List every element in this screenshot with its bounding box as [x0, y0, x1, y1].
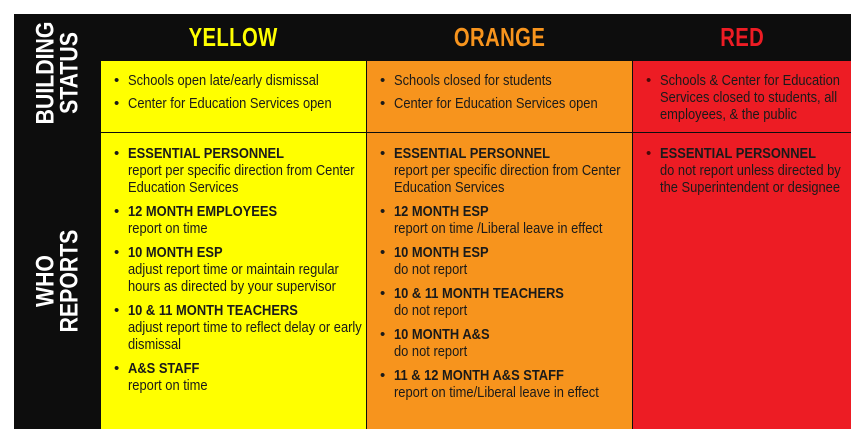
row-label-line: REPORTS	[55, 229, 84, 333]
role-title: • 10 MONTH ESP	[128, 244, 223, 261]
role-title: • ESSENTIAL PERSONNEL	[128, 145, 285, 162]
list-item	[379, 244, 632, 278]
list-item	[113, 244, 366, 295]
role-title: • 10 MONTH A&S	[394, 326, 490, 343]
building-status-red	[633, 61, 851, 132]
list-item	[379, 203, 632, 237]
list-item	[113, 203, 366, 237]
list-item: • Schools & Center for Education Services closed to students, all employees, & the public	[645, 72, 851, 123]
list-item: • Schools open late/early dismissal	[113, 72, 366, 89]
role-desc: adjust report time or maintain regular hours as directed by your supervisor	[128, 261, 339, 295]
row-label-line: BUILDING	[31, 21, 60, 125]
list-item	[645, 145, 851, 196]
list-item	[113, 145, 366, 196]
header-orange-label: ORANGE	[453, 21, 546, 52]
role-desc: adjust report time to reflect delay or early dismissal	[128, 319, 362, 353]
list-item: • Schools closed for students	[379, 72, 632, 89]
list-item	[379, 367, 632, 401]
list-item	[113, 302, 366, 353]
who-reports-yellow	[101, 133, 366, 429]
list-item	[379, 285, 632, 319]
row-label-who-reports	[14, 133, 100, 429]
list-item	[113, 360, 366, 394]
role-desc: do not report	[394, 302, 468, 319]
building-status-orange	[367, 61, 632, 132]
row-label-building-status	[14, 14, 100, 132]
header-yellow-label: YELLOW	[188, 21, 279, 52]
role-title: • 10 MONTH ESP	[394, 244, 489, 261]
list-item: • Center for Education Services open	[379, 95, 632, 112]
role-title: • A&S STAFF	[128, 360, 200, 377]
list-item	[379, 145, 632, 196]
role-desc: do not report	[394, 343, 468, 360]
header-red-label: RED	[720, 21, 764, 52]
role-title: • ESSENTIAL PERSONNEL	[660, 145, 817, 162]
row-label-line: STATUS	[55, 32, 84, 114]
role-title: • 10 & 11 MONTH TEACHERS	[128, 302, 298, 319]
role-title: • 12 MONTH ESP	[394, 203, 489, 220]
role-desc: do not report unless directed by the Superintendent or designee	[660, 162, 841, 196]
role-title: • 12 MONTH EMPLOYEES	[128, 203, 278, 220]
role-desc: report on time /Liberal leave in effect	[394, 220, 603, 237]
header-yellow	[101, 14, 366, 60]
role-title: • ESSENTIAL PERSONNEL	[394, 145, 551, 162]
role-desc: do not report	[394, 261, 468, 278]
list-item	[379, 326, 632, 360]
role-title: • 10 & 11 MONTH TEACHERS	[394, 285, 564, 302]
status-table	[14, 14, 851, 429]
role-title: • 11 & 12 MONTH A&S STAFF	[394, 367, 564, 384]
role-desc: report on time/Liberal leave in effect	[394, 384, 599, 401]
list-item: • Center for Education Services open	[113, 95, 366, 112]
who-reports-red	[633, 133, 851, 429]
row-label-line: WHO	[31, 255, 60, 307]
header-orange	[367, 14, 632, 60]
building-status-yellow	[101, 61, 366, 132]
role-desc: report per specific direction from Center Education Services	[394, 162, 621, 196]
role-desc: report on time	[128, 377, 208, 394]
who-reports-orange	[367, 133, 632, 429]
role-desc: report per specific direction from Center Education Services	[128, 162, 355, 196]
header-red	[633, 14, 851, 60]
role-desc: report on time	[128, 220, 208, 237]
